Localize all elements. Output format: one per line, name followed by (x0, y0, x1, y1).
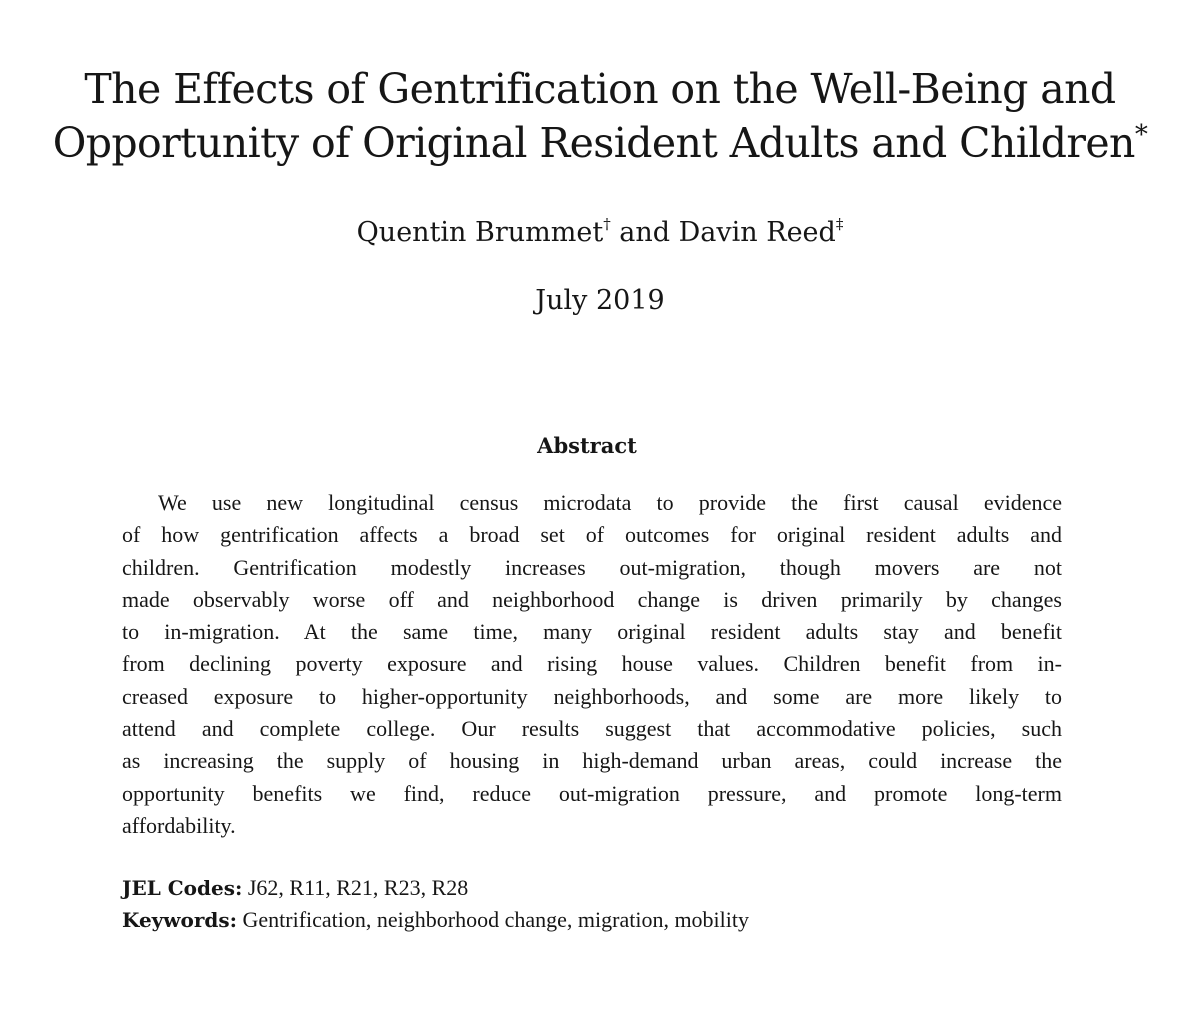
abstract-line: made observably worse off and neighborhood change is driven primarily by changes (122, 586, 1062, 612)
abstract-line: attend and complete college. Our results suggest that accommodative policies, such (122, 716, 1062, 742)
jel-codes-value: J62, R11, R21, R23, R28 (247, 875, 469, 900)
jel-codes-row (122, 872, 1062, 904)
keywords-label: Keywords: (122, 908, 238, 932)
abstract-body (122, 487, 1062, 842)
keywords-row (122, 904, 1062, 936)
abstract-line: creased exposure to higher-opportunity neighborhoods, and some are more likely to (122, 683, 1062, 709)
paper-metadata (122, 872, 1062, 936)
abstract-line: We use new longitudinal census microdata to provide the first causal evidence (158, 490, 1062, 515)
title-line-2 (0, 116, 1200, 170)
title-footnote-mark: * (1134, 120, 1148, 150)
author-separator: and (610, 217, 679, 248)
abstract-line: as increasing the supply of housing in high-demand urban areas, could increase the (122, 748, 1062, 774)
abstract-line: opportunity benefits we find, reduce out-migration pressure, and promote long-term (122, 780, 1062, 806)
title-line-1: The Effects of Gentrification on the Well-Being and (84, 65, 1116, 113)
author-name: Davin Reed (678, 217, 836, 248)
abstract-line: from declining poverty exposure and rising house values. Children benefit from in- (122, 651, 1062, 677)
abstract-line: affordability. (122, 812, 236, 838)
author-footnote-mark: ‡ (835, 215, 844, 233)
paper-title (0, 62, 1200, 170)
abstract-line: of how gentrification affects a broad set of outcomes for original resident adults and (122, 522, 1062, 548)
author-list (0, 215, 1200, 251)
author-footnote-mark: † (603, 215, 611, 233)
title-line-2-text: Opportunity of Original Resident Adults and Children (52, 119, 1135, 167)
abstract-line: children. Gentrification modestly increases out-migration, though movers are not (122, 554, 1062, 580)
jel-codes-label: JEL Codes: (122, 876, 243, 900)
author-name: Quentin Brummet (356, 217, 604, 248)
abstract-line: to in-migration. At the same time, many original resident adults stay and benefit (122, 619, 1062, 645)
publication-date: July 2019 (535, 285, 665, 316)
abstract-heading: Abstract (537, 433, 637, 458)
keywords-value: Gentrification, neighborhood change, migration, mobility (242, 907, 750, 932)
